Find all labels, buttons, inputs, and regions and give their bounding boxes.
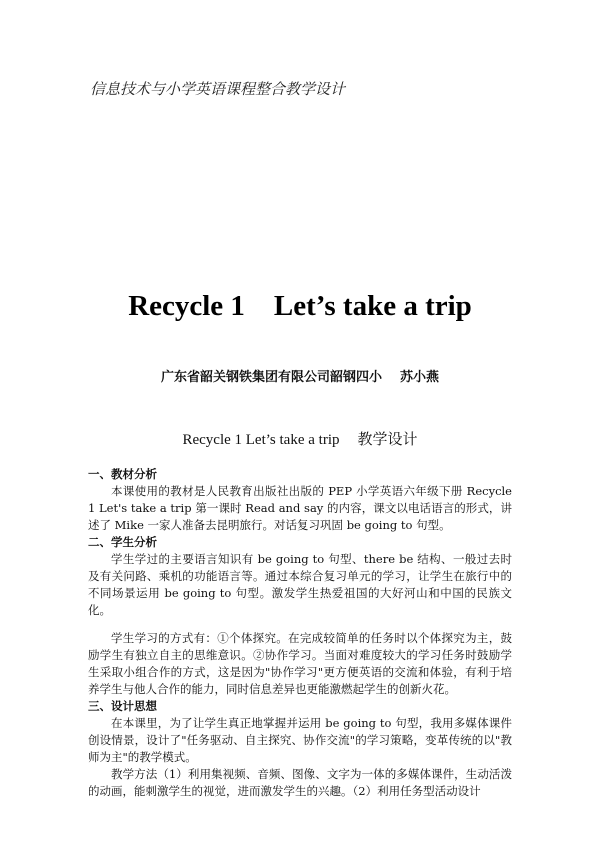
section-design-concept xyxy=(88,698,512,800)
paragraph: 学生学过的主要语言知识有 be going to 句型、there be 结构、一般过去时及有关问路、乘机的功能语言等。通过本综合复习单元的学习，让学生在旅行中的不同场景运用 be going to 句型。激发学生热爱祖国的大好河山和中国的民族文化。 xyxy=(88,552,512,617)
paragraph: 在本课里，为了让学生真正地掌握并运用 be going to 句型，我用多媒体课件创设情景，设计了"任务驱动、自主探究、协作交流"的学习策略，变革传统的以"教师为主"的教学模式。 xyxy=(88,716,512,764)
section-student-analysis xyxy=(88,534,512,698)
body-content xyxy=(88,466,512,800)
subtitle-chinese: 教学设计 xyxy=(357,432,418,448)
section-heading: 二、学生分析 xyxy=(88,535,157,549)
section-textbook-analysis xyxy=(88,466,512,534)
section-heading: 三、设计思想 xyxy=(88,699,157,713)
lesson-title: Recycle 1 Let’s take a trip xyxy=(128,290,472,322)
paragraph: 本课使用的教材是人民教育出版社出版的 PEP 小学英语六年级下册 Recycle 1 Let's take a trip 第一课时 Read and say 的内容，课文以电话语言的形式，讲述了 Mike 一家人准备去昆明旅行。对话复习巩固 be going to 句型。 xyxy=(88,484,512,532)
running-header: 信息技术与小学英语课程整合教学设计 xyxy=(90,80,346,98)
paragraph: 学生学习的方式有：①个体探究。在完成较简单的任务时以个体探究为主，鼓励学生有独立自主的思维意识。②协作学习。当面对难度较大的学习任务时鼓励学生采取小组合作的方式，这是因为"协作学习"更方便英语的交流和体验，有利于培养学生与他人合作的能力，同时信息差异也更能激燃起学生的创新火花。 xyxy=(88,631,512,696)
subtitle-english: Recycle 1 Let’s take a trip xyxy=(182,432,340,448)
design-subtitle xyxy=(0,428,600,449)
author-line: 广东省韶关钢铁集团有限公司韶钢四小 苏小燕 xyxy=(160,370,440,385)
paragraph: 教学方法（1）利用集视频、音频、图像、文字为一体的多媒体课件，生动活泼的动画，能刺激学生的视觉，进而激发学生的兴趣。（2）利用任务型活动设计 xyxy=(88,767,512,798)
section-heading: 一、教材分析 xyxy=(88,467,157,481)
